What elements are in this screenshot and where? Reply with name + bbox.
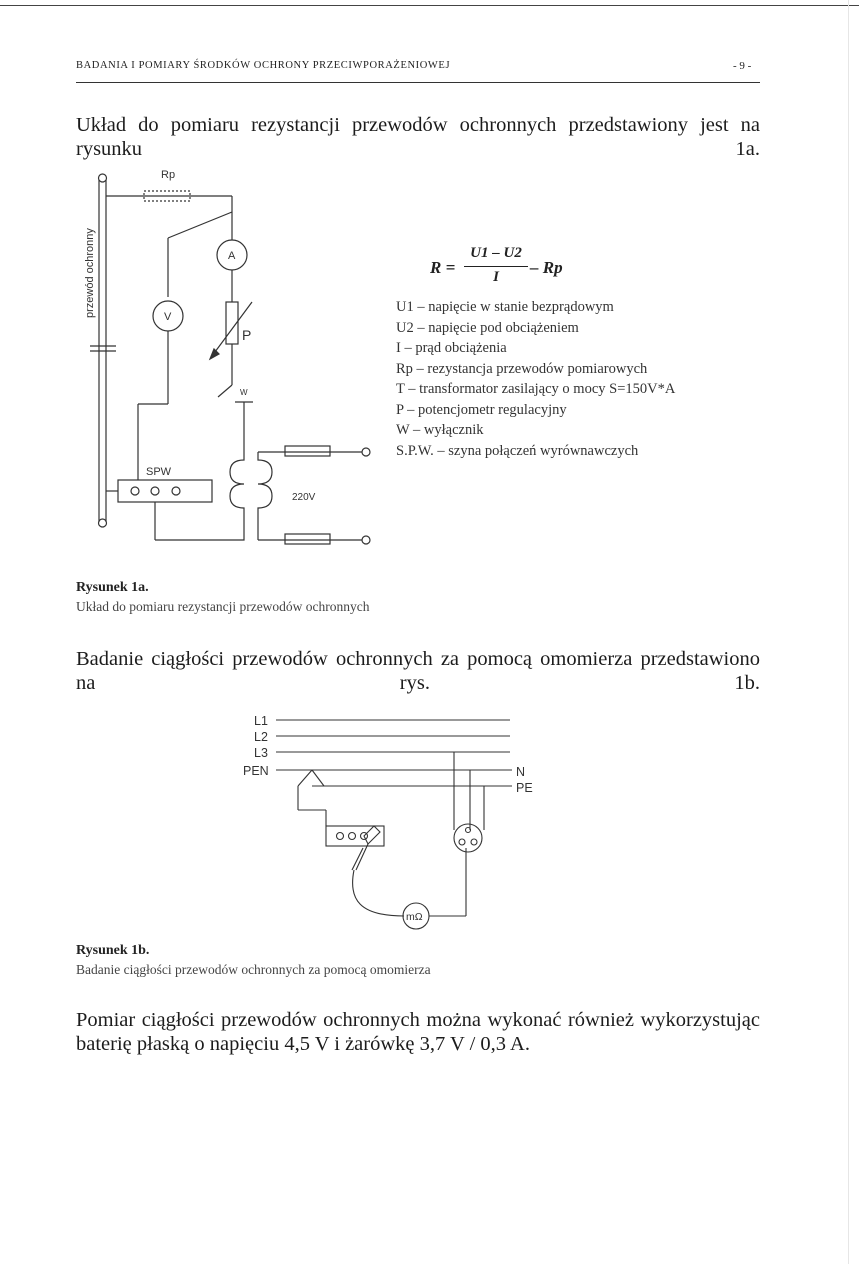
figure-1b-caption-text: Badanie ciągłości przewodów ochronnych za pomocą omomierza [76, 962, 431, 977]
legend-item: P – potencjometr regulacyjny [396, 401, 567, 418]
resistance-formula [430, 245, 580, 291]
conductor-bottom-terminal [99, 519, 107, 527]
legend-item: I – prąd obciążenia [396, 340, 507, 356]
supply-terminal-top [362, 448, 370, 456]
probe-shaft [356, 844, 368, 870]
voltage-label: 220V [292, 492, 316, 503]
supply-terminal-bottom [362, 536, 370, 544]
potentiometer-arrowhead [210, 349, 219, 359]
ammeter-label: A [228, 250, 236, 262]
n-label: N [516, 765, 526, 779]
figure-1b-caption-title: Rysunek 1b. [76, 943, 150, 958]
formula-numerator: U1 – U2 [470, 245, 522, 261]
fuse-top [285, 446, 330, 456]
spw-terminal-2 [151, 487, 159, 495]
socket-outlet-symbol [454, 824, 482, 852]
running-header: BADANIA I POMIARY ŚRODKÓW OCHRONY PRZECIWPORAŻENIOWEJ [76, 60, 451, 71]
formula-rhs: – Rp [530, 258, 563, 277]
meter-label: mΩ [406, 911, 423, 923]
switch-w-blade [218, 385, 232, 397]
spw-terminal-1 [131, 487, 139, 495]
legend-item: T – transformator zasilający o mocy S=150V*A [396, 381, 676, 397]
spw-label: SPW [146, 466, 172, 478]
legend-item: S.P.W. – szyna połączeń wyrównawczych [396, 442, 639, 459]
l2-label: L2 [254, 730, 268, 744]
figure-1a-legend [396, 297, 675, 461]
test-probe-head [364, 826, 380, 844]
figure-1a-caption-title: Rysunek 1a. [76, 580, 149, 595]
transformer-primary [258, 452, 272, 540]
pen-label: PEN [243, 764, 269, 778]
legend-item: W – wyłącznik [396, 422, 484, 438]
voltmeter-label: V [164, 311, 172, 323]
potentiometer-label: P [242, 327, 252, 343]
legend-item: Rp – rezystancja przewodów pomiarowych [396, 360, 648, 377]
probe-lead [353, 870, 404, 916]
switch-label: W [240, 388, 248, 397]
protective-conductor-label: przewód ochronny [84, 228, 96, 318]
formula-denominator: I [493, 269, 499, 285]
page-number: - 9 - [733, 60, 752, 72]
final-paragraph: Pomiar ciągłości przewodów ochronnych można wykonać również wykorzystując baterię płaską o napięciu 4,5 V i żarówkę 3,7 V / 0,3 A. [76, 1009, 760, 1055]
top-switch-lever [168, 212, 232, 238]
spw-busbar [118, 480, 212, 502]
figure-1a-caption-text: Układ do pomiaru rezystancji przewodów ochronnych [76, 599, 370, 614]
formula-lhs: R = [430, 258, 456, 277]
spw-terminal-3 [172, 487, 180, 495]
intro-paragraph: Układ do pomiaru rezystancji przewodów ochronnych przedstawiony jest na rysunku 1a. [76, 114, 760, 160]
l3-label: L3 [254, 746, 268, 760]
second-paragraph: Badanie ciągłości przewodów ochronnych za pomocą omomierza przedstawiono na rys. 1b. [76, 648, 760, 694]
fraction-bar [464, 266, 528, 267]
l1-label: L1 [254, 714, 268, 728]
transformer-secondary [230, 420, 244, 540]
legend-item: U2 – napięcie pod obciążeniem [396, 319, 579, 336]
conductor-top-terminal [99, 174, 107, 182]
figure-1b-diagram [0, 700, 859, 940]
pe-label: PE [516, 781, 533, 795]
rp-label: Rp [161, 169, 176, 181]
fuse-bottom [285, 534, 330, 544]
legend-item: U1 – napięcie w stanie bezprądowym [396, 299, 614, 315]
